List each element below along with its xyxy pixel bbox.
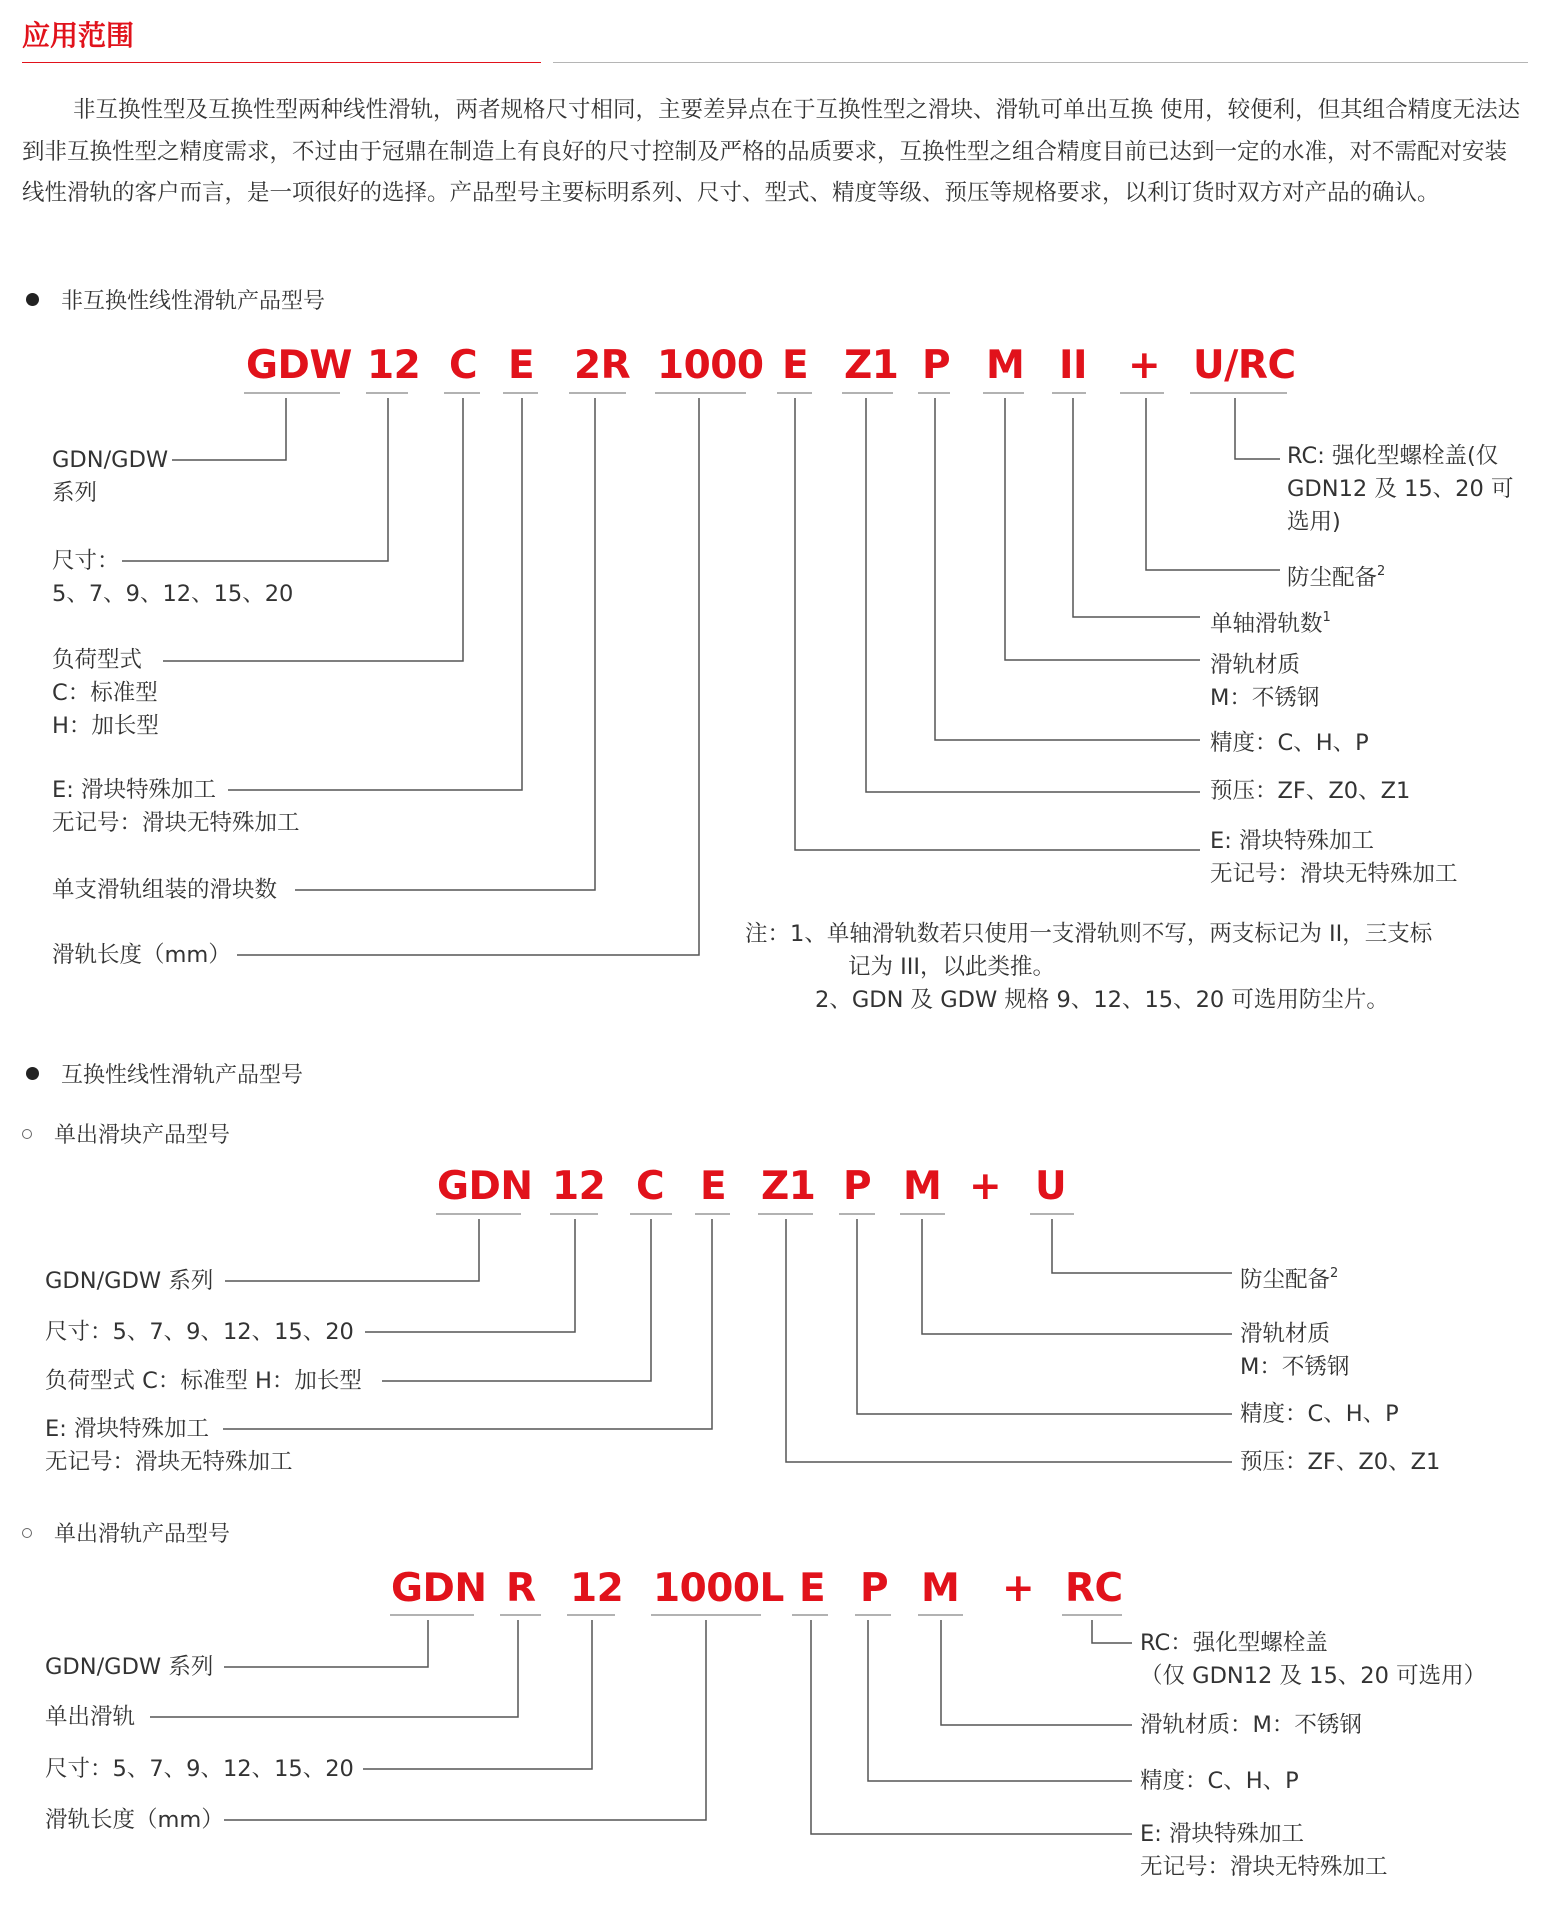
bullet-interchangeable: [26, 1058, 303, 1089]
code-segment: M: [903, 1164, 942, 1209]
code-segment: U: [1035, 1164, 1067, 1209]
label-reinforced-cap: RC: 强化型螺栓盖(仅 GDN12 及 15、20 可 选用): [1287, 443, 1514, 535]
label-size: 尺寸：5、7、9、12、15、20: [45, 1756, 354, 1782]
label-accuracy: 精度：C、H、P: [1240, 1401, 1399, 1427]
code-segment: E: [782, 343, 809, 388]
bullet-non-interchangeable: [26, 284, 325, 315]
label-block-processing: E: 滑块特殊加工 无记号：滑块无特殊加工: [45, 1416, 293, 1475]
section-title: 应用范围: [22, 19, 135, 52]
label-series: GDN/GDW 系列: [45, 1654, 214, 1680]
label-load-type: 负荷型式 C：标准型 H：加长型: [52, 647, 159, 739]
code-segment: P: [922, 343, 951, 388]
heading-single-block: 单出滑块产品型号: [54, 1123, 231, 1148]
code-segment: Z1: [844, 343, 899, 388]
code-segment: E: [508, 343, 535, 388]
code-segment: +: [1002, 1566, 1035, 1611]
label-rail-material: 滑轨材质 M：不锈钢: [1210, 652, 1320, 711]
code-segment: R: [506, 1566, 536, 1611]
label-accuracy: 精度：C、H、P: [1140, 1768, 1299, 1794]
label-single-rail: 单出滑轨: [45, 1704, 136, 1730]
label-size: 尺寸：5、7、9、12、15、20: [45, 1319, 354, 1345]
code-segment: 1000L: [653, 1566, 784, 1611]
code-segment: 12: [570, 1566, 624, 1611]
intro-paragraph: 非互换性型及互换性型两种线性滑轨，两者规格尺寸相同，主要差异点在于互换性型之滑块、滑轨可单出互换 使用，较便利，但其组合精度无法达到非互换性型之精度需求，不过由于冠鼎在制造上有良好的尺寸控制及严格的品质要求，互换性型之组合精度目前已达到一定的水准，对不需配对安装线性滑轨的客户而言，是一项很好的选择。产品型号主要标明系列、尺寸、型式、精度等级、预压等规格要求，以利订货时双方对产品的确认。: [22, 97, 1521, 206]
code-segment: P: [843, 1164, 872, 1209]
note-line-1: 注：1、单轴滑轨数若只使用一支滑轨则不写，两支标记为 II，三支标: [745, 921, 1433, 947]
label-block-processing: E: 滑块特殊加工 无记号：滑块无特殊加工: [52, 777, 300, 836]
label-series: GDN/GDW 系列: [52, 447, 169, 506]
code-segment: M: [921, 1566, 960, 1611]
label-rail-material: 滑轨材质：M：不锈钢: [1140, 1712, 1362, 1738]
label-reinforced-cap: RC：强化型螺栓盖 （仅 GDN12 及 15、20 可选用）: [1140, 1630, 1487, 1689]
label-rail-material: 滑轨材质 M：不锈钢: [1240, 1321, 1350, 1380]
code-segment: P: [860, 1566, 889, 1611]
label-load-type: 负荷型式 C：标准型 H：加长型: [45, 1368, 362, 1394]
label-dust-protection: 防尘配备$^2$: [1240, 1266, 1339, 1293]
label-preload: 预压：ZF、Z0、Z1: [1210, 778, 1411, 804]
code-segment: GDN: [437, 1164, 533, 1209]
code-segment: M: [986, 343, 1025, 388]
label-rail-processing: E: 滑块特殊加工 无记号：滑块无特殊加工: [1210, 828, 1458, 887]
sub-bullet-single-rail: [22, 1517, 230, 1548]
code-segment: Z1: [761, 1164, 816, 1209]
bullet-dot-icon: [26, 1067, 39, 1080]
heading-non-interchangeable: 非互换性线性滑轨产品型号: [61, 289, 326, 314]
code-segment: 12: [552, 1164, 606, 1209]
code-segment: RC: [1065, 1566, 1123, 1611]
label-rail-length: 滑轨长度（mm）: [52, 942, 231, 968]
bullet-dot-icon: [26, 293, 39, 306]
label-block-count: 单支滑轨组装的滑块数: [52, 877, 278, 903]
code-segment: II: [1059, 343, 1088, 388]
bullet-circle-icon: [22, 1129, 32, 1139]
code-segment: +: [969, 1164, 1002, 1209]
label-dust-protection: 防尘配备$^2$: [1287, 564, 1386, 591]
label-preload: 预压：ZF、Z0、Z1: [1240, 1449, 1441, 1475]
code-segment: C: [636, 1164, 665, 1209]
label-rail-length: 滑轨长度（mm）: [45, 1807, 224, 1833]
label-accuracy: 精度：C、H、P: [1210, 730, 1369, 756]
code-segment: 2R: [574, 343, 631, 388]
label-series: GDN/GDW 系列: [45, 1268, 214, 1294]
code-segment: +: [1128, 343, 1161, 388]
label-size: 尺寸： 5、7、9、12、15、20: [52, 548, 294, 607]
code-segment: GDW: [246, 343, 352, 388]
label-processing: E: 滑块特殊加工 无记号：滑块无特殊加工: [1140, 1821, 1388, 1880]
code-segment: 1000: [657, 343, 764, 388]
heading-interchangeable: 互换性线性滑轨产品型号: [61, 1063, 304, 1088]
code-segment: U/RC: [1193, 343, 1296, 388]
note-line-3: 2、GDN 及 GDW 规格 9、12、15、20 可选用防尘片。: [815, 987, 1389, 1013]
note-line-2: 记为 III，以此类推。: [848, 954, 1056, 980]
label-axis-count: 单轴滑轨数$^1$: [1210, 610, 1331, 637]
code-segment: E: [799, 1566, 826, 1611]
bullet-circle-icon: [22, 1528, 32, 1538]
code-segment: C: [449, 343, 478, 388]
code-segment: GDN: [391, 1566, 487, 1611]
heading-single-rail: 单出滑轨产品型号: [54, 1522, 231, 1547]
code-segment: 12: [367, 343, 421, 388]
code-segment: E: [700, 1164, 727, 1209]
sub-bullet-single-block: [22, 1118, 230, 1149]
